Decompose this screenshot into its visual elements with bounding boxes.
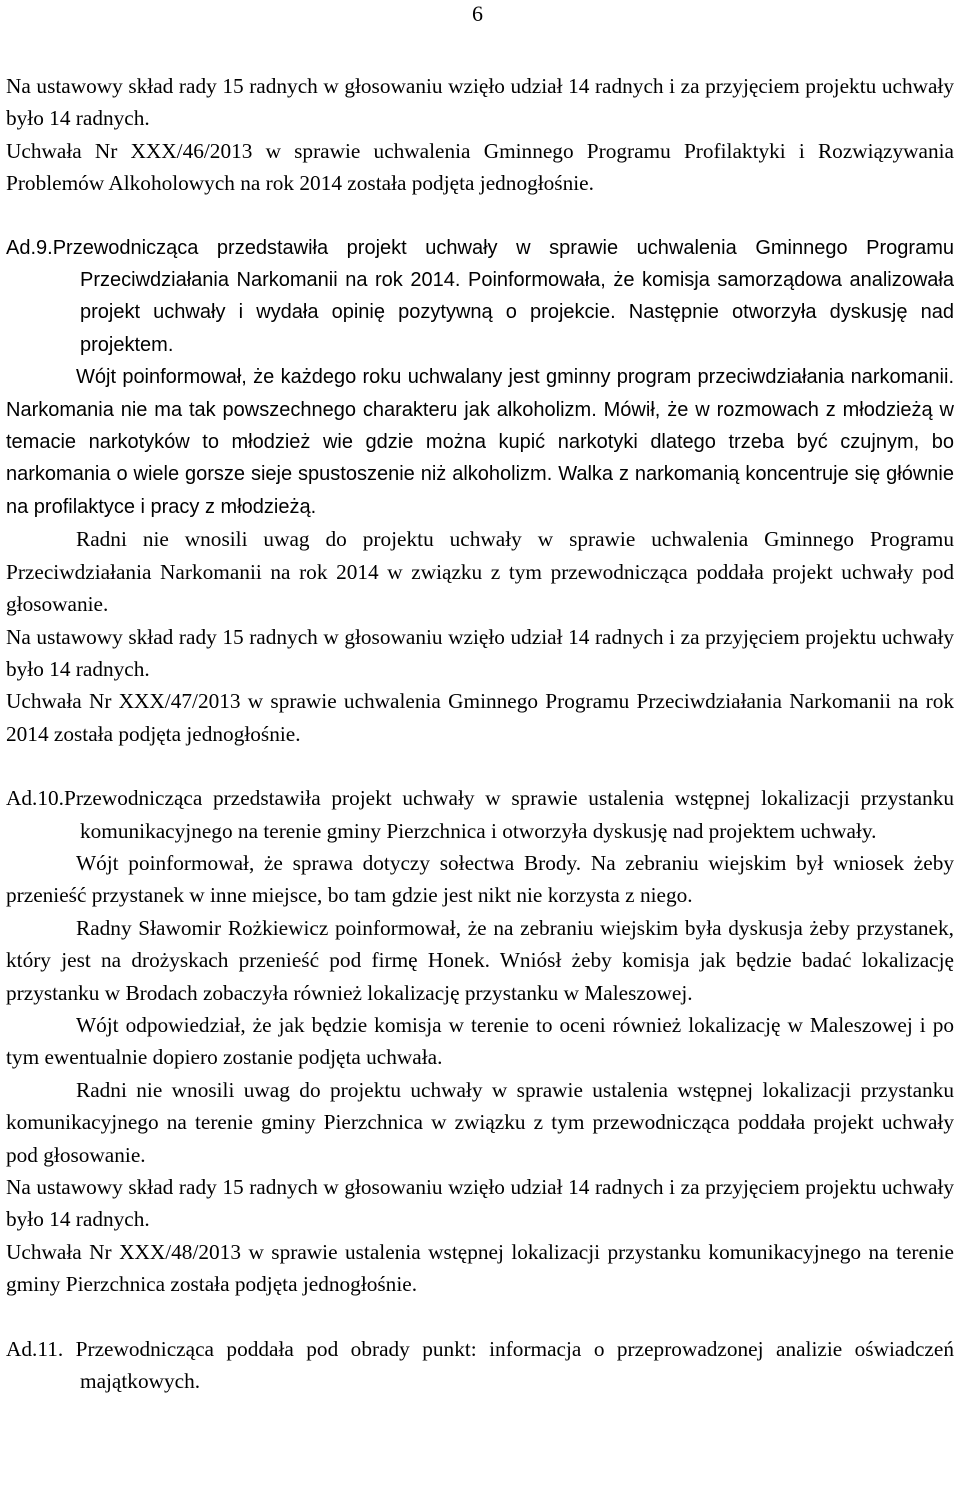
vote-result-paragraph: Na ustawowy skład rady 15 radnych w głosowaniu wzięło udział 14 radnych i za przyjęciem projektu uchwały było 14 radnych. <box>6 1175 954 1232</box>
agenda-item-11-paragraph: Ad.11. Przewodnicząca poddała pod obrady punkt: informacja o przeprowadzonej analizie oświadczeń majątkowych. <box>6 1336 954 1394</box>
page-number: 6 <box>472 1 483 26</box>
vote-result-paragraph: Na ustawowy skład rady 15 radnych w głosowaniu wzięło udział 14 radnych i za przyjęciem projektu uchwały było 14 radnych. <box>6 74 954 131</box>
councillor-statement-paragraph: Radny Sławomir Rożkiewicz poinformował, że na zebraniu wiejskim była dyskusja żeby przystanek, który jest na drożyskach przenieść pod firmę Honek. Wniósł żeby komisja jak będzie badać lokalizację przystanku w Brodach zobaczyła również lokalizację przystanku w Maleszowej. <box>6 915 954 1005</box>
document-body <box>6 70 954 1397</box>
councillors-no-remarks-paragraph: Radni nie wnosili uwag do projektu uchwały w sprawie ustalenia wstępnej lokalizacji przystanku komunikacyjnego na terenie gminy Pierzchnica w związku z tym przewodnicząca poddała projekt uchwały pod głosowanie. <box>6 1077 954 1167</box>
resolution-46-paragraph: Uchwała Nr XXX/46/2013 w sprawie uchwalenia Gminnego Programu Profilaktyki i Rozwiązywania Problemów Alkoholowych na rok 2014 została podjęta jednogłośnie. <box>6 138 954 196</box>
resolution-47-paragraph: Uchwała Nr XXX/47/2013 w sprawie uchwalenia Gminnego Programu Przeciwdziałania Narkomanii na rok 2014 została podjęta jednogłośnie. <box>6 689 954 746</box>
resolution-48-paragraph: Uchwała Nr XXX/48/2013 w sprawie ustalenia wstępnej lokalizacji przystanku komunikacyjnego na terenie gminy Pierzchnica została podjęta jednogłośnie. <box>6 1239 954 1297</box>
mayor-reply-paragraph: Wójt odpowiedział, że jak będzie komisja w terenie to oceni również lokalizację w Maleszowej i po tym ewentualnie dopiero zostanie podjęta uchwała. <box>6 1012 954 1070</box>
vote-result-paragraph: Na ustawowy skład rady 15 radnych w głosowaniu wzięło udział 14 radnych i za przyjęciem projektu uchwały było 14 radnych. <box>6 624 954 681</box>
agenda-item-9-paragraph: Ad.9.Przewodnicząca przedstawiła projekt uchwały w sprawie uchwalenia Gminnego Programu Przeciwdziałania Narkomanii na rok 2014. Poinformowała, że komisja samorządowa analizowała projekt uchwały i wydała opinię pozytywną o projekcie. Następnie otworzyła dyskusję nad projektem. <box>6 236 954 356</box>
mayor-statement-paragraph: Wójt poinformował, że każdego roku uchwalany jest gminny program przeciwdziałania narkomanii. Narkomania nie ma tak powszechnego charakteru jak alkoholizm. Mówił, że w rozmowach z młodzieżą w temacie narkotyków to młodzież wie gdzie można kupić narkotyki dlatego trzeba być czujnym, bo narkomania o wiele gorsze sieje spustoszenie niż alkoholizm. Walka z narkomanią koncentruje się głównie na profilaktyce i pracy z młodzieżą. <box>6 366 954 518</box>
agenda-item-10-paragraph: Ad.10.Przewodnicząca przedstawiła projekt uchwały w sprawie ustalenia wstępnej lokalizacji przystanku komunikacyjnego na terenie gminy Pierzchnica i otworzyła dyskusję nad projektem uchwały. <box>6 786 954 843</box>
councillors-no-remarks-paragraph: Radni nie wnosili uwag do projektu uchwały w sprawie uchwalenia Gminnego Programu Przeciwdziałania Narkomanii na rok 2014 w związku z tym przewodnicząca poddała projekt uchwały pod głosowanie. <box>6 527 954 617</box>
mayor-brody-paragraph: Wójt poinformował, że sprawa dotyczy sołectwa Brody. Na zebraniu wiejskim był wniosek żeby przenieść przystanek w inne miejsce, bo tam gdzie jest nikt nie korzysta z niego. <box>6 850 954 908</box>
